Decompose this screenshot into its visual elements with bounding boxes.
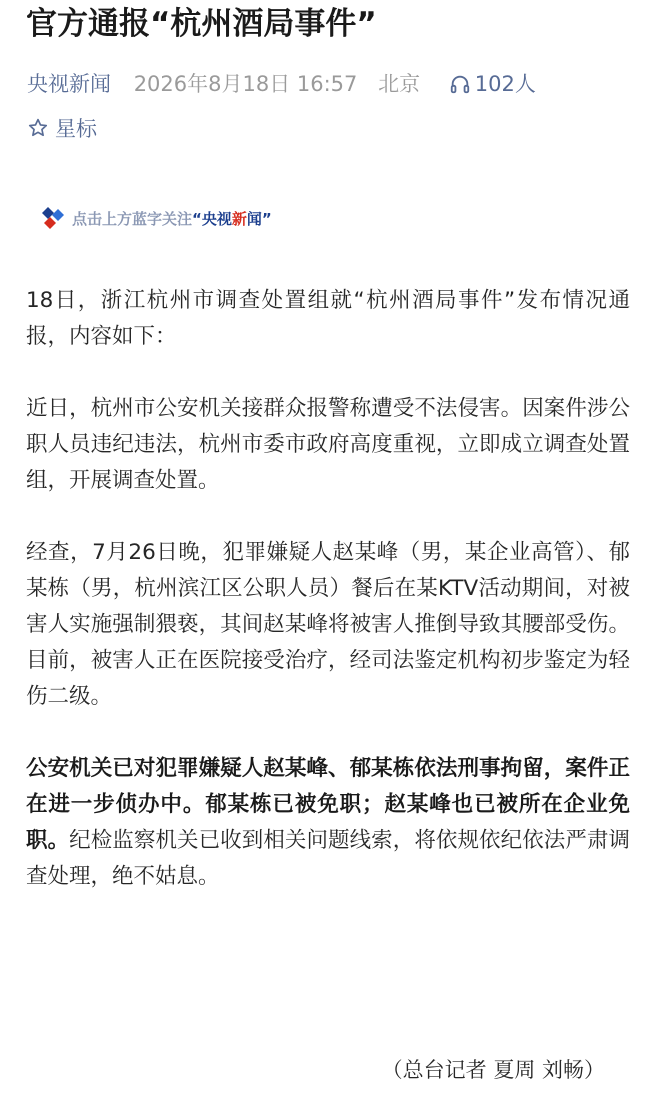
follow-hint: 点击上方蓝字关注	[72, 210, 193, 228]
article-meta	[27, 66, 536, 102]
paragraph-actions-bold: 公安机关已对犯罪嫌疑人赵某峰、郁某栋依法刑事拘留，案件正在进一步侦办中。郁某栋已被免职；赵某峰也已被所在企业免职。	[26, 756, 630, 853]
paragraph-actions	[26, 751, 630, 895]
star-outline-icon	[27, 117, 49, 139]
star-button[interactable]	[27, 111, 97, 147]
follow-brand-close: 闻”	[246, 210, 272, 228]
headphones-icon	[449, 73, 471, 95]
paragraph-findings: 经查，7月26日晚，犯罪嫌疑人赵某峰（男，某企业高管）、郁某栋（男，杭州滨江区公职人员）餐后在某KTV活动期间，对被害人实施强制猥亵，其间赵某峰将被害人推倒导致其腰部受伤。目前，被害人正在医院接受治疗，经司法鉴定机构初步鉴定为轻伤二级。	[26, 540, 630, 709]
follow-banner[interactable]	[40, 205, 272, 231]
listener-count: 102人	[474, 72, 536, 96]
article-title: 官方通报“杭州酒局事件”	[26, 6, 377, 42]
source-account-link[interactable]: 央视新闻	[27, 72, 111, 96]
publish-location: 北京	[378, 72, 421, 96]
star-label: 星标	[55, 117, 97, 141]
cctv-news-logo-icon	[40, 205, 66, 229]
paragraph-intro: 18日，浙江杭州市调查处置组就“杭州酒局事件”发布情况通报，内容如下：	[26, 288, 630, 349]
paragraph-actions-normal: 纪检监察机关已收到相关问题线索，将依规依纪依法严肃调查处理，绝不姑息。	[26, 828, 630, 889]
reporter-byline: （总台记者 夏周 刘畅）	[381, 1058, 605, 1082]
follow-brand-red: 新	[231, 210, 247, 228]
publish-date: 2026年8月18日 16:57	[133, 72, 358, 96]
paragraph-background: 近日，杭州市公安机关接群众报警称遭受不法侵害。因案件涉公职人员违纪违法，杭州市委市政府高度重视，立即成立调查处置组，开展调查处置。	[26, 396, 630, 493]
listen-button[interactable]	[449, 66, 536, 102]
follow-brand-open: “央视	[192, 210, 232, 228]
article-body	[26, 283, 630, 931]
